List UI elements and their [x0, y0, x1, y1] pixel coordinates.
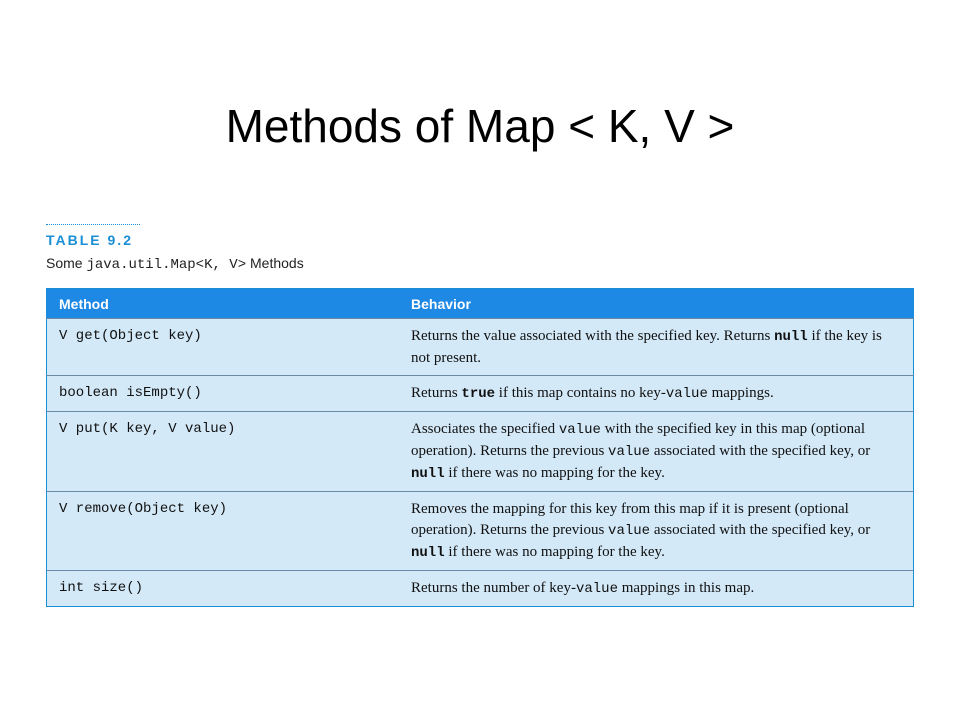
inline-code: value: [608, 523, 651, 539]
behavior-text: if this map contains no key-: [495, 385, 666, 401]
method-signature: V get(Object key): [47, 319, 400, 376]
table-figure: [46, 224, 914, 607]
method-behavior: [399, 492, 914, 571]
table-row: [47, 571, 914, 607]
inline-code: null: [411, 466, 445, 482]
inline-code: value: [665, 386, 708, 402]
method-behavior: [399, 376, 914, 412]
behavior-text: if the key is not present.: [411, 328, 882, 366]
table-body: [47, 319, 914, 607]
behavior-text: Associates the specified: [411, 421, 559, 437]
table-row: [47, 412, 914, 492]
method-signature: V put(K key, V value): [47, 412, 400, 492]
table-caption: [46, 253, 914, 275]
header-method: Method: [47, 289, 400, 319]
inline-code: value: [575, 581, 618, 597]
method-signature: V remove(Object key): [47, 492, 400, 571]
header-behavior: Behavior: [399, 289, 914, 319]
behavior-text: if there was no mapping for the key.: [444, 465, 665, 481]
inline-code: true: [461, 386, 496, 402]
method-signature: boolean isEmpty(): [47, 376, 400, 412]
method-signature: int size(): [47, 571, 400, 607]
behavior-text: associated with the specified key, or: [650, 443, 871, 459]
table-row: [47, 376, 914, 412]
behavior-text: mappings in this map.: [617, 580, 755, 596]
table-row: [47, 319, 914, 376]
method-behavior: [399, 319, 914, 376]
table-header-row: [47, 289, 914, 319]
method-behavior: [399, 571, 914, 607]
slide-title: Methods of Map < K, V >: [225, 100, 735, 152]
methods-table: [46, 288, 914, 607]
table-row: [47, 492, 914, 571]
behavior-text: if there was no mapping for the key.: [444, 544, 665, 560]
inline-code: value: [558, 422, 601, 438]
behavior-text: Returns: [411, 385, 462, 401]
inline-code: null: [774, 329, 808, 345]
method-behavior: [399, 412, 914, 492]
behavior-text: Returns the number of key-: [411, 580, 576, 596]
dotted-rule: [46, 224, 140, 225]
behavior-text: Removes the mapping for this key from this map if it is present (optional operation). Returns the previous: [411, 501, 849, 538]
behavior-text: with the specified key in this map (optional operation). Returns the previous: [411, 421, 866, 459]
inline-code: null: [411, 545, 445, 561]
caption-suffix: Methods: [246, 255, 304, 271]
behavior-text: mappings.: [707, 385, 774, 401]
caption-code: java.util.Map<K, V>: [86, 257, 247, 273]
table-label: TABLE 9.2: [46, 232, 133, 248]
behavior-text: associated with the specified key, or: [650, 522, 871, 538]
behavior-text: Returns the value associated with the specified key. Returns: [411, 328, 775, 344]
caption-prefix: Some: [46, 255, 87, 271]
inline-code: value: [608, 444, 651, 460]
